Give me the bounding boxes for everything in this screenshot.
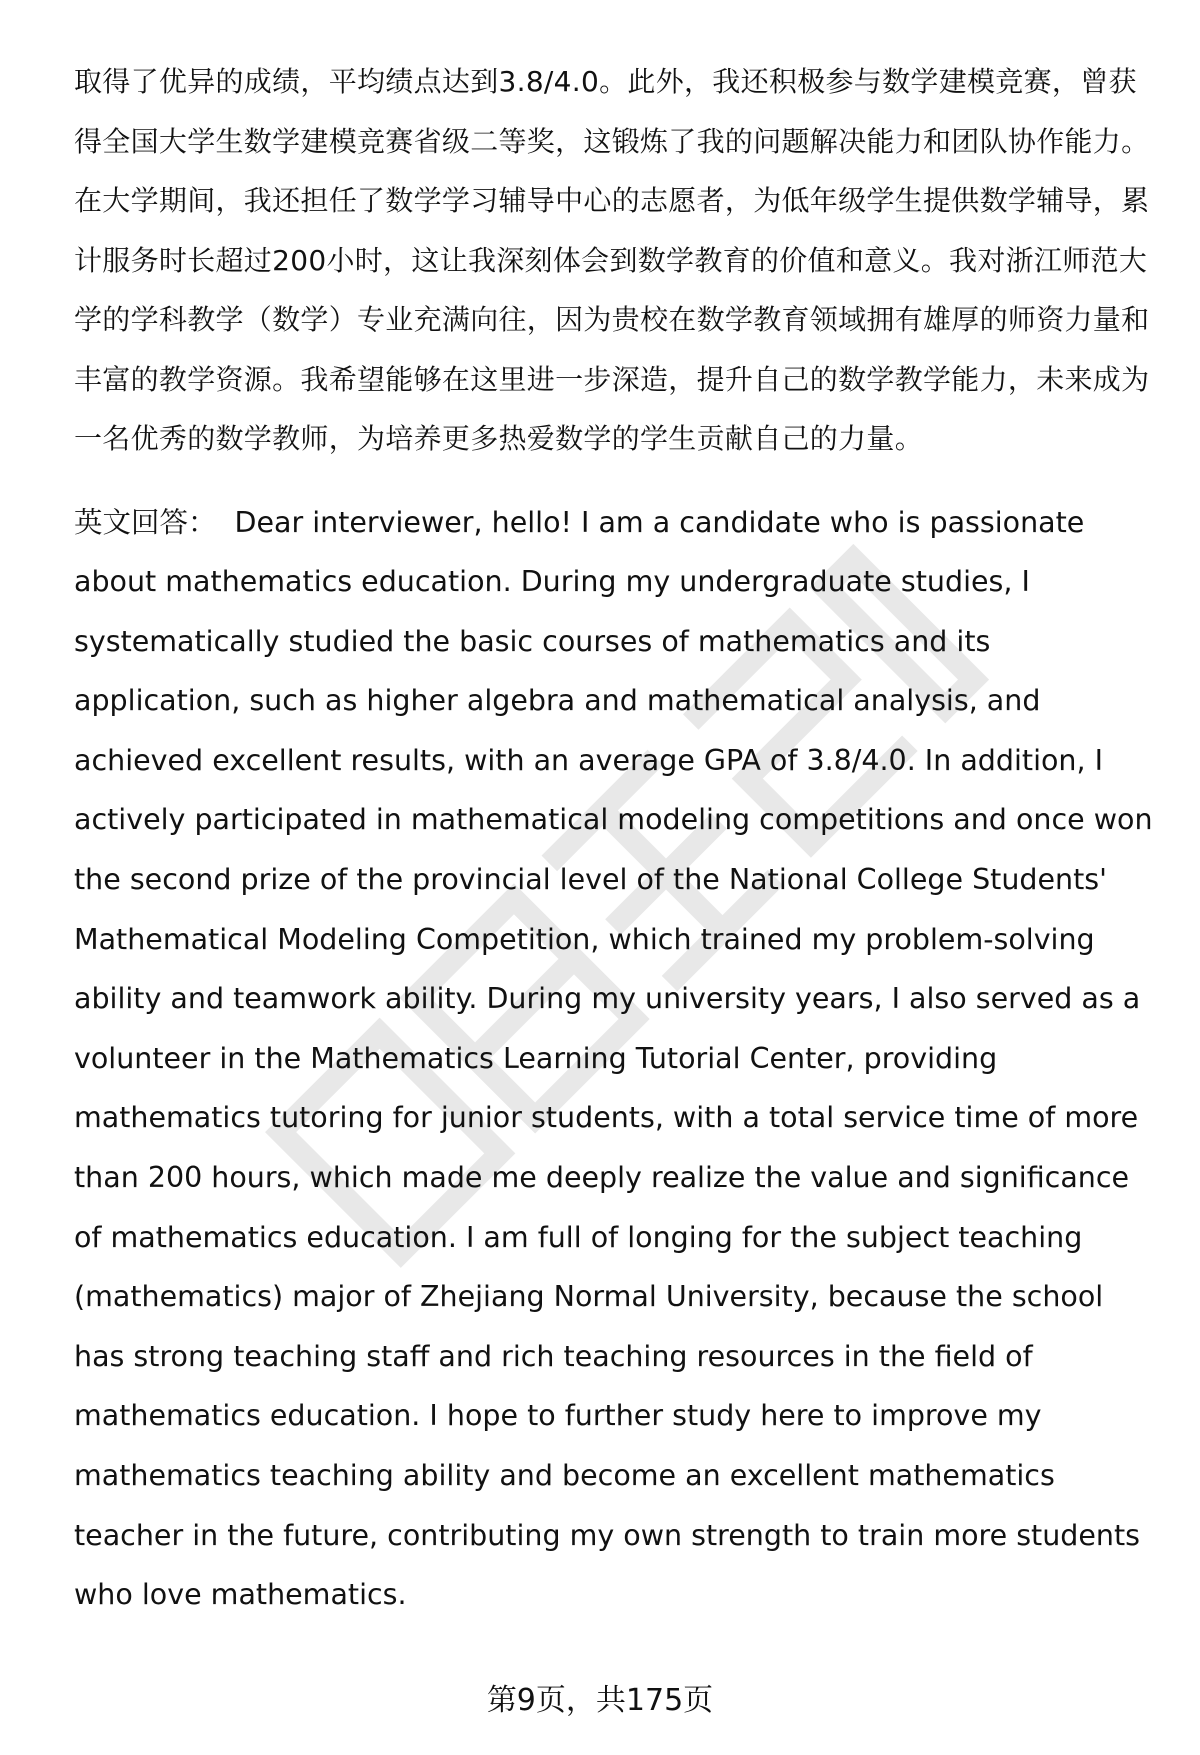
english-answer-text: Dear interviewer, hello! I am a candidate who is passionate about mathematics education. During my undergraduate studies, I systematically studied the basic courses of mathematics and its application, such as higher algebra and mathematical analysis, and achieved excellent results, with an average GPA of 3.8/4.0. In addition, I actively participated in mathematical modeling competitions and once won the second prize of the provincial level of the National College Students' Mathematical Modeling Competition, which trained my problem-solving ability and teamwork ability. During my university years, I also served as a volunteer in the Mathematics Learning Tutorial Center, providing mathematics tutoring for junior students, with a total service time of more than 200 hours, which made me deeply realize the value and significance of mathematics education. I am full of longing for the subject teaching (mathematics) major of Zhejiang Normal University, because the school has strong teaching staff and rich teaching resources in the field of mathematics education. I hope to further study here to improve my mathematics teaching ability and become an excellent mathematics teacher in the future, contributing my own strength to train more students who love mathematics. <box>74 505 1153 1612</box>
chinese-answer-paragraph: 取得了优异的成绩，平均绩点达到3.8/4.0。此外，我还积极参与数学建模竞赛，曾获得全国大学生数学建模竞赛省级二等奖，这锻炼了我的问题解决能力和团队协作能力。在大学期间，我还担任了数学学习辅导中心的志愿者，为低年级学生提供数学辅导，累计服务时长超过200小时，这让我深刻体会到数学教育的价值和意义。我对浙江师范大学的学科教学（数学）专业充满向往，因为贵校在数学教育领域拥有雄厚的师资力量和丰富的教学资源。我希望能够在这里进一步深造，提升自己的数学教学能力，未来成为一名优秀的数学教师，为培养更多热爱数学的学生贡献自己的力量。 <box>74 65 1150 455</box>
english-answer-paragraph <box>74 493 1159 1625</box>
english-answer-label: 英文回答： <box>74 505 217 539</box>
page-number-footer: 第9页，共175页 <box>486 1683 714 1718</box>
document-body <box>74 52 1159 1625</box>
